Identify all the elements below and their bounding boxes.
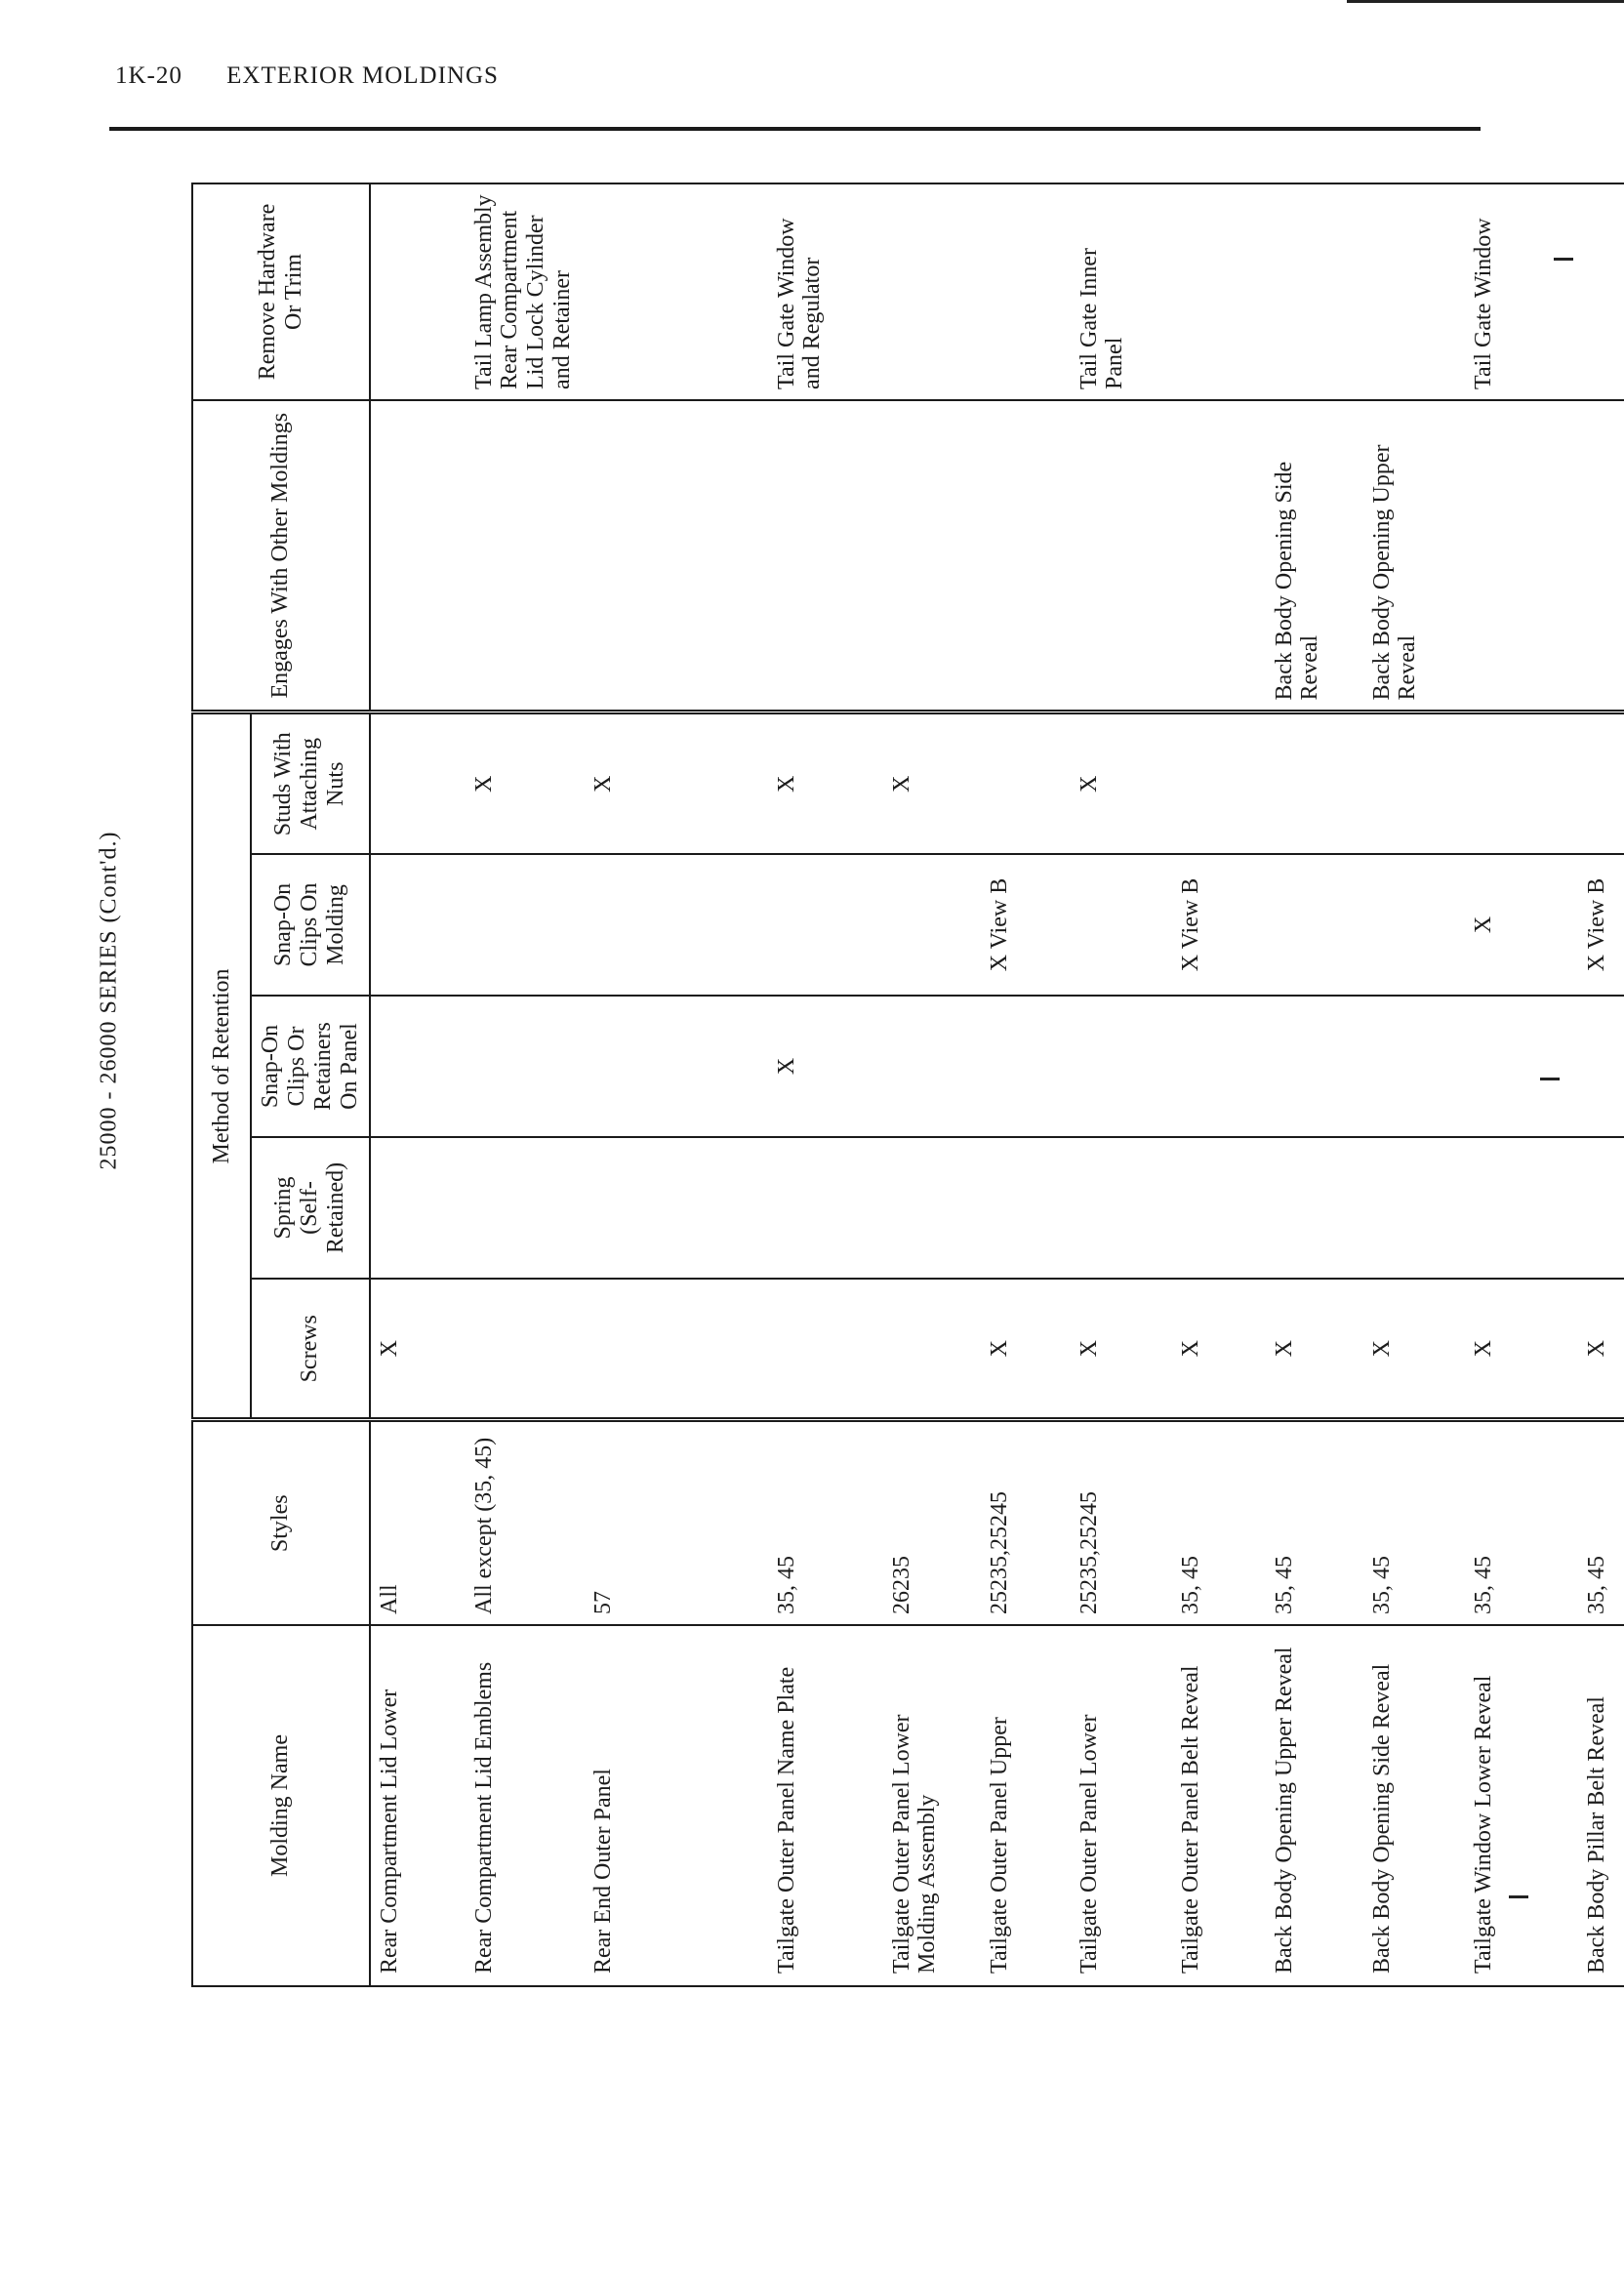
clips-molding-cell bbox=[370, 854, 466, 996]
screws-cell: X bbox=[370, 1279, 466, 1420]
clips-molding-cell bbox=[1266, 854, 1363, 996]
molding-name-cell: Rear Compartment Lid Emblems bbox=[466, 1625, 585, 1986]
screws-cell: X bbox=[1172, 1279, 1266, 1420]
studs-cell bbox=[370, 712, 466, 854]
molding-name-cell: Tailgate Outer Panel Lower bbox=[1071, 1625, 1172, 1986]
header-spring: Spring (Self-Retained) bbox=[251, 1137, 370, 1279]
studs-cell bbox=[1266, 712, 1363, 854]
screws-cell bbox=[585, 1279, 768, 1420]
screws-cell: X bbox=[1578, 1279, 1624, 1420]
header-styles: Styles bbox=[192, 1420, 370, 1625]
clips-panel-cell bbox=[466, 996, 585, 1137]
clips-panel-cell: X bbox=[768, 996, 883, 1137]
spring-cell bbox=[1578, 1137, 1624, 1279]
header-snap-on-clips-molding: Snap-On Clips On Molding bbox=[251, 854, 370, 996]
clips-panel-cell bbox=[1266, 996, 1363, 1137]
table-row bbox=[1363, 183, 1465, 1986]
spring-cell bbox=[1172, 1137, 1266, 1279]
clips-molding-cell bbox=[768, 854, 883, 996]
engages-cell: Back Body Opening Upper Reveal bbox=[1363, 400, 1465, 712]
styles-cell: All bbox=[370, 1420, 466, 1625]
table-row bbox=[1071, 183, 1172, 1986]
styles-cell: 25235,25245 bbox=[981, 1420, 1071, 1625]
clips-molding-cell bbox=[466, 854, 585, 996]
header-screws: Screws bbox=[251, 1279, 370, 1420]
spring-cell bbox=[1071, 1137, 1172, 1279]
remove-cell bbox=[1363, 183, 1465, 400]
remove-cell: Tail Gate Window bbox=[1465, 183, 1578, 400]
table-row bbox=[1266, 183, 1363, 1986]
styles-cell: 25235,25245 bbox=[1071, 1420, 1172, 1625]
studs-cell bbox=[1578, 712, 1624, 854]
molding-name-cell: Rear Compartment Lid Lower bbox=[370, 1625, 466, 1986]
header-engages: Engages With Other Moldings bbox=[192, 400, 370, 712]
remove-cell bbox=[981, 183, 1071, 400]
spring-cell bbox=[1363, 1137, 1465, 1279]
remove-cell bbox=[883, 183, 981, 400]
studs-cell bbox=[1363, 712, 1465, 854]
styles-cell: 35, 45 bbox=[1363, 1420, 1465, 1625]
clips-panel-cell bbox=[981, 996, 1071, 1137]
top-edge-rule bbox=[1347, 0, 1624, 3]
clips-panel-cell bbox=[1578, 996, 1624, 1137]
clips-molding-cell bbox=[1071, 854, 1172, 996]
screws-cell: X bbox=[1363, 1279, 1465, 1420]
screws-cell: X bbox=[981, 1279, 1071, 1420]
engages-cell bbox=[1071, 400, 1172, 712]
header-row bbox=[192, 183, 251, 1986]
studs-cell: X bbox=[883, 712, 981, 854]
clips-molding-cell: X View B bbox=[1172, 854, 1266, 996]
engages-cell bbox=[1578, 400, 1624, 712]
clips-panel-cell bbox=[1465, 996, 1578, 1137]
remove-cell: Tail Lamp Assembly Rear Compartment Lid Lock Cylinder and Retainer bbox=[466, 183, 585, 400]
studs-cell bbox=[1172, 712, 1266, 854]
table-row bbox=[585, 183, 768, 1986]
engages-cell bbox=[981, 400, 1071, 712]
spring-cell bbox=[883, 1137, 981, 1279]
molding-name-cell: Tailgate Window Lower Reveal bbox=[1465, 1625, 1578, 1986]
screws-cell: X bbox=[1266, 1279, 1363, 1420]
clips-molding-cell: X bbox=[1465, 854, 1578, 996]
remove-cell bbox=[1172, 183, 1266, 400]
clips-panel-cell bbox=[1172, 996, 1266, 1137]
clips-molding-cell bbox=[883, 854, 981, 996]
molding-name-cell: Back Body Opening Upper Reveal bbox=[1266, 1625, 1363, 1986]
table-row bbox=[1578, 183, 1624, 1986]
styles-cell: 35, 45 bbox=[1172, 1420, 1266, 1625]
retention-table-rotated bbox=[191, 184, 1609, 1987]
table-row bbox=[466, 183, 585, 1986]
engages-cell bbox=[883, 400, 981, 712]
molding-retention-table bbox=[191, 183, 1624, 1987]
table-row bbox=[1172, 183, 1266, 1986]
remove-cell: Tail Gate Inner Panel bbox=[1071, 183, 1172, 400]
header-remove: Remove Hardware Or Trim bbox=[192, 183, 370, 400]
remove-cell bbox=[1266, 183, 1363, 400]
header-rule bbox=[109, 127, 1481, 131]
molding-name-cell: Back Body Opening Side Reveal bbox=[1363, 1625, 1465, 1986]
header-method-of-retention: Method of Retention bbox=[192, 712, 251, 1420]
molding-name-cell: Back Body Pillar Belt Reveal bbox=[1578, 1625, 1624, 1986]
studs-cell bbox=[981, 712, 1071, 854]
screws-cell: X bbox=[1465, 1279, 1578, 1420]
studs-cell: X bbox=[768, 712, 883, 854]
clips-panel-cell bbox=[1071, 996, 1172, 1137]
engages-cell bbox=[370, 400, 466, 712]
screws-cell: X bbox=[1071, 1279, 1172, 1420]
page-header bbox=[115, 62, 499, 90]
screws-cell bbox=[768, 1279, 883, 1420]
studs-cell: X bbox=[1071, 712, 1172, 854]
clips-panel-cell bbox=[370, 996, 466, 1137]
molding-name-cell: Tailgate Outer Panel Name Plate bbox=[768, 1625, 883, 1986]
molding-name-cell: Tailgate Outer Panel Lower Molding Assembly bbox=[883, 1625, 981, 1986]
remove-cell: Tail Gate Window and Regulator bbox=[768, 183, 883, 400]
molding-name-cell: Tailgate Outer Panel Belt Reveal bbox=[1172, 1625, 1266, 1986]
spring-cell bbox=[981, 1137, 1071, 1279]
styles-cell: All except (35, 45) bbox=[466, 1420, 585, 1625]
engages-cell bbox=[585, 400, 768, 712]
table-row bbox=[883, 183, 981, 1986]
series-title: 25000 - 26000 SERIES (Cont'd.) bbox=[96, 831, 122, 1170]
table-row bbox=[370, 183, 466, 1986]
spring-cell bbox=[1465, 1137, 1578, 1279]
clips-panel-cell bbox=[1363, 996, 1465, 1137]
table-body bbox=[370, 183, 1624, 1986]
spring-cell bbox=[768, 1137, 883, 1279]
section-title: EXTERIOR MOLDINGS bbox=[226, 62, 499, 89]
table-row bbox=[1465, 183, 1578, 1986]
table-row bbox=[981, 183, 1071, 1986]
header-studs: Studs With Attaching Nuts bbox=[251, 712, 370, 854]
molding-name-cell: Tailgate Outer Panel Upper bbox=[981, 1625, 1071, 1986]
spring-cell bbox=[370, 1137, 466, 1279]
studs-cell: X bbox=[466, 712, 585, 854]
screws-cell bbox=[883, 1279, 981, 1420]
clips-molding-cell: X View B bbox=[1578, 854, 1624, 996]
spring-cell bbox=[1266, 1137, 1363, 1279]
engages-cell: Back Body Opening Side Reveal bbox=[1266, 400, 1363, 712]
styles-cell: 57 bbox=[585, 1420, 768, 1625]
studs-cell bbox=[1465, 712, 1578, 854]
table-row bbox=[768, 183, 883, 1986]
screws-cell bbox=[466, 1279, 585, 1420]
header-molding-name: Molding Name bbox=[192, 1625, 370, 1986]
clips-molding-cell bbox=[585, 854, 768, 996]
styles-cell: 35, 45 bbox=[1578, 1420, 1624, 1625]
engages-cell bbox=[466, 400, 585, 712]
page-number: 1K-20 bbox=[115, 62, 183, 89]
clips-molding-cell bbox=[1363, 854, 1465, 996]
engages-cell bbox=[1172, 400, 1266, 712]
styles-cell: 35, 45 bbox=[1266, 1420, 1363, 1625]
clips-panel-cell bbox=[883, 996, 981, 1137]
clips-molding-cell: X View B bbox=[981, 854, 1071, 996]
engages-cell bbox=[1465, 400, 1578, 712]
styles-cell: 35, 45 bbox=[768, 1420, 883, 1625]
header-snap-on-clips-panel: Snap-On Clips Or Retainers On Panel bbox=[251, 996, 370, 1137]
spring-cell bbox=[585, 1137, 768, 1279]
styles-cell: 26235 bbox=[883, 1420, 981, 1625]
molding-name-cell: Rear End Outer Panel bbox=[585, 1625, 768, 1986]
engages-cell bbox=[768, 400, 883, 712]
remove-cell bbox=[1578, 183, 1624, 400]
remove-cell bbox=[585, 183, 768, 400]
styles-cell: 35, 45 bbox=[1465, 1420, 1578, 1625]
spring-cell bbox=[466, 1137, 585, 1279]
clips-panel-cell bbox=[585, 996, 768, 1137]
studs-cell: X bbox=[585, 712, 768, 854]
remove-cell bbox=[370, 183, 466, 400]
